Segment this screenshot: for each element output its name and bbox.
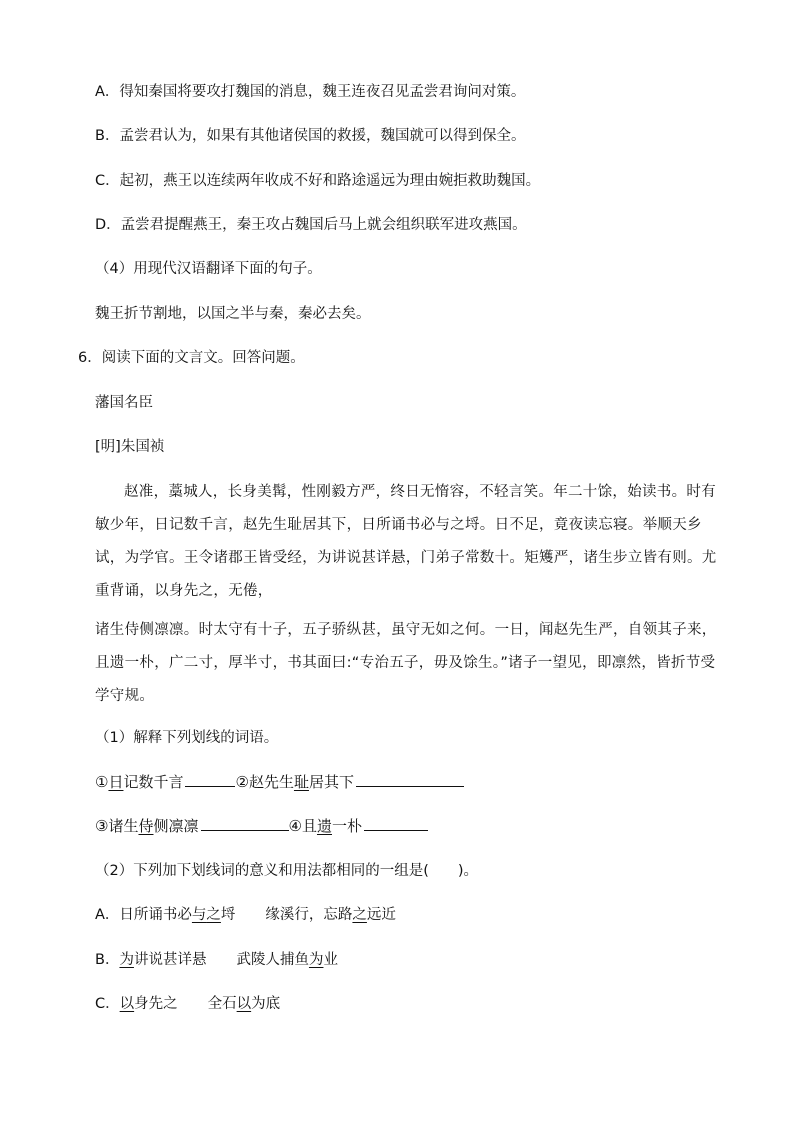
underlined-word: 遗: [316, 817, 332, 835]
q6-heading: 6．阅读下面的文言文。回答问题。: [78, 350, 305, 366]
q6-1-row-2: ③诸生侍侧凛凛 ④且遗一朴: [95, 816, 428, 836]
underlined-word: 与: [191, 907, 207, 923]
underlined-word: 为: [119, 952, 134, 968]
underlined-word: 之: [206, 907, 221, 923]
passage-title: 藩国名臣: [95, 395, 153, 411]
passage-paragraph-2: 诸生侍侧凛凛。时太守有十子，五子骄纵甚，虽守无如之何。一日，闻赵先生严，自领其子来，且遗一朴，广二寸，厚半寸，书其面曰:“专治五子，毋及馀生。”诸子一望见，即凛然，皆折节受学守规。: [95, 622, 717, 704]
q5-option-a: A．得知秦国将要攻打魏国的消息，魏王连夜召见孟尝君询问对策。: [95, 84, 526, 100]
q5-option-c: C．起初，燕王以连续两年收成不好和路途遥远为理由婉拒救助魏国。: [95, 173, 541, 189]
item-number: ④: [288, 817, 302, 835]
answer-blank[interactable]: [185, 772, 235, 787]
underlined-word: 耻: [293, 773, 309, 791]
underlined-word: 侍: [138, 817, 154, 835]
q5-4-prompt: （4）用现代汉语翻译下面的句子。: [95, 261, 322, 277]
q6-2-prompt: （2）下列加下划线词的意义和用法都相同的一组是( )。: [95, 863, 479, 879]
passage-paragraph-1: 赵准，藁城人，长身美髯，性刚毅方严，终日无惰容，不轻言笑。年二十馀，始读书。时有敏少年，日记数千言，赵先生耻居其下，日所诵书必与之埒。日不足，竟夜读忘寝。举顺天乡试，为学官。王令诸郡王皆受经，为讲说甚详悬，门弟子常数十。矩矱严，诸生步立皆有则。尤重背诵，以身先之，无倦，: [95, 484, 717, 599]
q5-4-sentence: 魏王折节割地，以国之半与秦，秦必去矣。: [95, 306, 371, 322]
underlined-word: 之: [352, 907, 367, 923]
q6-1-row-1: ①日记数千言 ②赵先生耻居其下: [95, 772, 464, 792]
underlined-word: 以: [236, 996, 252, 1012]
answer-blank[interactable]: [364, 816, 428, 831]
item-number: ③: [95, 817, 109, 835]
q6-2-option-c: C．以身先之 全石以为底: [95, 996, 281, 1012]
item-number: ①: [95, 773, 109, 791]
underlined-word: 日: [108, 773, 124, 791]
answer-blank[interactable]: [201, 816, 289, 831]
q6-2-option-b: B．为讲说甚详悬 武陵人捕鱼为业: [95, 952, 338, 968]
q5-option-d: D．孟尝君提醒燕王，秦王攻占魏国后马上就会组织联军进攻燕国。: [95, 217, 527, 233]
underlined-word: 以: [119, 996, 135, 1012]
q5-option-b: B．孟尝君认为，如果有其他诸侯国的救援，魏国就可以得到保全。: [95, 128, 526, 144]
underlined-word: 为: [308, 952, 324, 968]
answer-blank[interactable]: [356, 772, 464, 787]
q6-1-prompt: （1）解释下列划线的词语。: [95, 730, 279, 746]
item-number: ②: [235, 773, 249, 791]
q6-2-option-a: A．日所诵书必与之埒 缘溪行，忘路之远近: [95, 907, 396, 923]
passage-author: [明]朱国祯: [95, 439, 165, 455]
